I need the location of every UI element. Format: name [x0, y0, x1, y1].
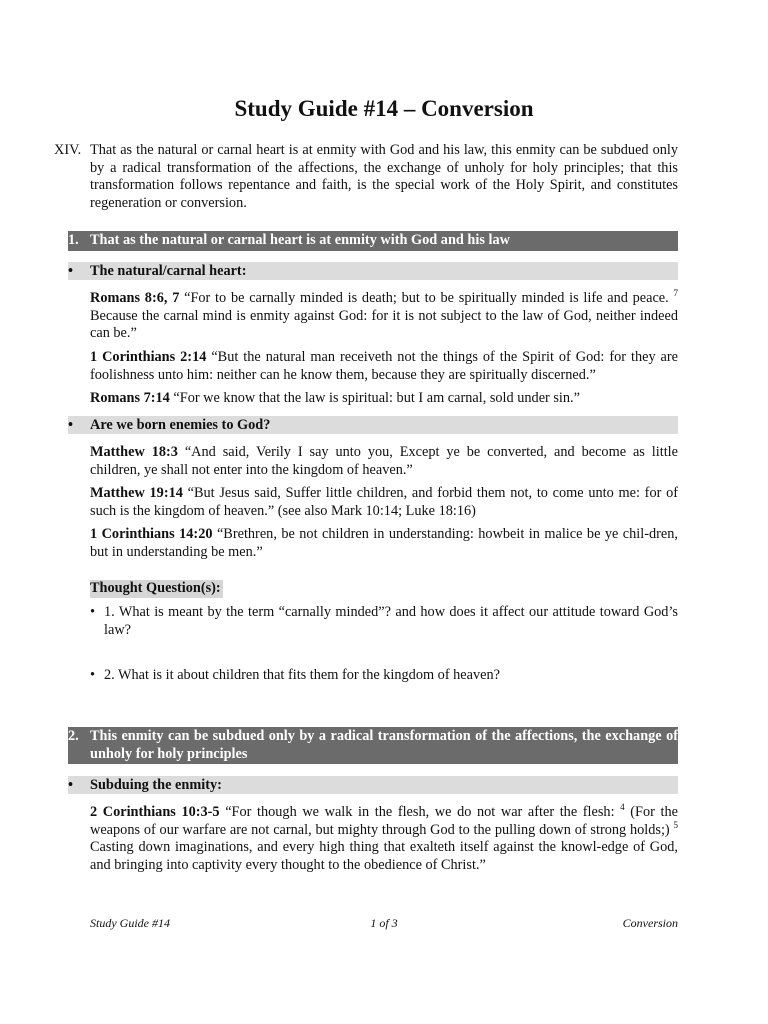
bullet-icon: •: [90, 667, 96, 683]
bullet-heading-subduing: [68, 776, 678, 794]
verse-ref: Matthew 19:14: [90, 485, 183, 501]
footer-page-number: 1 of 3: [370, 916, 398, 930]
verse-text: Casting down imaginations, and every high thing that exalteth itself against the knowl-edge of God, and bringing into captivity every thought to the obedience of Christ.”: [90, 839, 678, 873]
verse-ref: 1 Corinthians 2:14: [90, 349, 207, 365]
question-text: 2. What is it about children that fits them for the kingdom of heaven?: [104, 667, 500, 683]
bullet-icon: •: [90, 604, 96, 620]
bullet-heading-text: The natural/carnal heart:: [90, 263, 247, 279]
thought-questions-heading: Thought Question(s):: [90, 580, 221, 596]
verse-text: “For to be carnally minded is death; but to be spiritually minded is life and peace.: [179, 290, 674, 306]
thought-question-2: [90, 667, 678, 685]
section-number: 2.: [68, 728, 79, 744]
verse-matthew-18-3: [90, 444, 678, 479]
verse-text: (For the weapons of our warfare are not carnal, but mighty through God to the pulling down of strong holds;): [90, 804, 678, 838]
footer-left: Study Guide #14: [90, 916, 170, 930]
verse-1-corinthians-14-20: [90, 526, 678, 561]
verse-number: 5: [673, 819, 678, 830]
verse-ref: 2 Corinthians 10:3-5: [90, 804, 220, 820]
verse-text: “And said, Verily I say unto you, Except ye be converted, and become as little children, ye shall not enter into the kingdom of heaven.”: [90, 444, 678, 478]
question-text: 1. What is meant by the term “carnally minded”? and how does it affect our attitude toward God’s law?: [104, 604, 678, 638]
intro-text: That as the natural or carnal heart is at enmity with God and his law, this enmity can be subdued only by a radical transformation of the affections, the exchange of unholy for holy principles; that this transformation follows repentance and faith, is the special work of the Holy Spirit, and constitutes regeneration or conversion.: [90, 142, 678, 211]
bullet-icon: •: [68, 263, 74, 279]
verse-number: 7: [673, 288, 678, 299]
verse-text: “For we know that the law is spiritual: but I am carnal, sold under sin.”: [169, 390, 580, 406]
verse-matthew-19-14: [90, 485, 678, 520]
verse-text: “For though we walk in the flesh, we do not war after the flesh:: [219, 804, 621, 820]
verse-ref: Matthew 18:3: [90, 444, 178, 460]
verse-1-corinthians-2-14: [90, 349, 678, 384]
verse-text: “Brethren, be not children in understanding: howbeit in malice be ye chil-dren, but in understanding be men.”: [90, 526, 678, 560]
bullet-heading-natural-heart: [68, 262, 678, 280]
verse-text: “But the natural man receiveth not the things of the Spirit of God: for they are foolishness unto him: neither can he know them, because they are spiritually discerned.”: [90, 349, 678, 383]
thought-question-1: [90, 604, 678, 639]
intro-numeral: XIV.: [54, 142, 82, 158]
section-heading-text: This enmity can be subdued only by a radical transformation of the affections, the exchange of unholy for holy principles: [90, 728, 678, 762]
verse-text: Because the carnal mind is enmity against God: for it is not subject to the law of God, neither indeed can be.”: [90, 307, 678, 342]
verse-2-corinthians-10-3: [90, 804, 678, 874]
bullet-icon: •: [68, 417, 74, 433]
verse-ref: Romans 7:14: [90, 390, 170, 406]
verse-ref: Romans 8:6, 7: [90, 290, 180, 306]
intro-statement: [54, 142, 678, 212]
verse-ref: 1 Corinthians 14:20: [90, 526, 213, 542]
bullet-heading-text: Subduing the enmity:: [90, 777, 222, 793]
section-heading-text: That as the natural or carnal heart is at enmity with God and his law: [90, 232, 510, 248]
footer-right: Conversion: [622, 916, 678, 930]
verse-text: “But Jesus said, Suffer little children, and forbid them not, to come unto me: for of such is the kingdom of heaven.” (see also Mark 10:14; Luke 18:16): [90, 485, 678, 519]
verse-romans-7-14: [90, 390, 678, 408]
section-heading-1: [68, 231, 678, 251]
section-number: 1.: [68, 232, 79, 248]
bullet-icon: •: [68, 777, 74, 793]
page-title: Study Guide #14 – Conversion: [234, 96, 534, 121]
bullet-heading-born-enemies: [68, 416, 678, 434]
section-heading-2: [68, 727, 678, 764]
verse-number: 4: [620, 802, 625, 813]
bullet-heading-text: Are we born enemies to God?: [90, 417, 271, 433]
verse-romans-8-6: [90, 290, 678, 343]
